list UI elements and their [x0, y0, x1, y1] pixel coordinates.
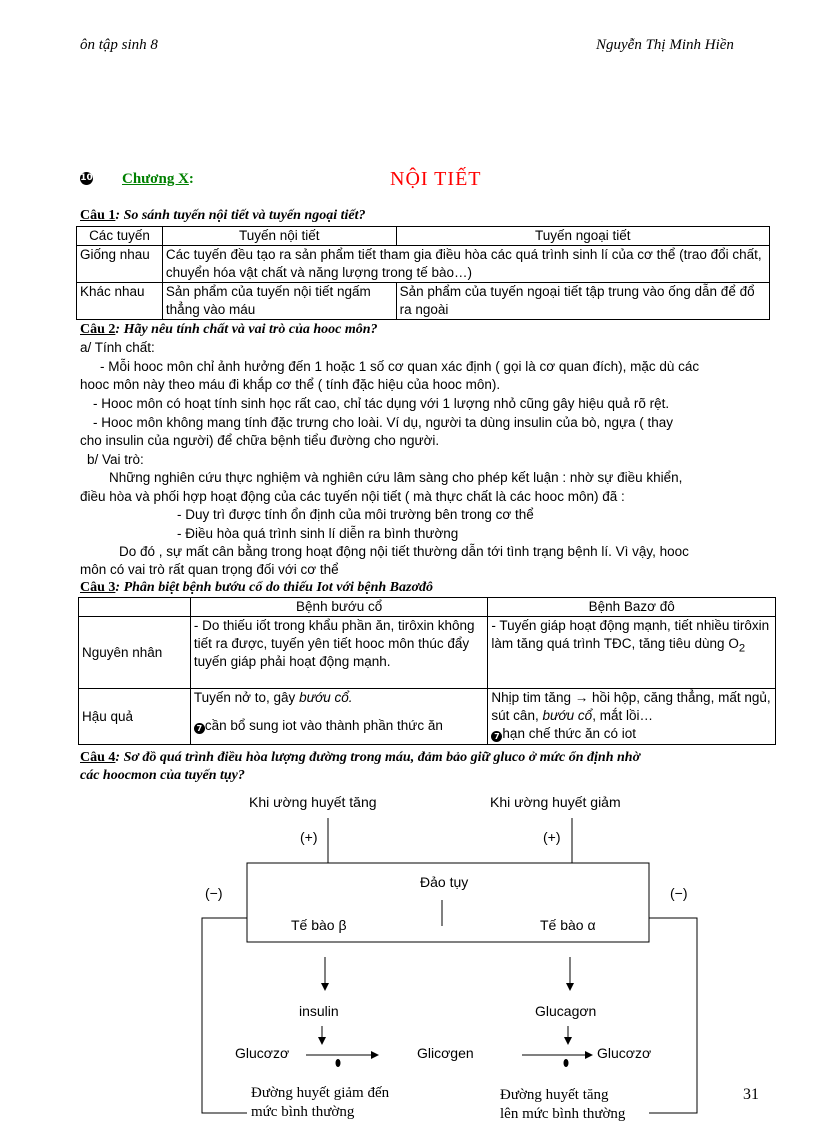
enzyme-mark-left	[336, 1059, 341, 1067]
diagram-glucagon: Glucagơn	[535, 1003, 597, 1019]
diagram-glycogen: Glicơgen	[417, 1045, 474, 1061]
q2-a-line-2: - Hooc môn có hoạt tính sinh học rất cao, chỉ tác dụng với 1 lượng nhỏ cũng gây hiệu quả rõ rệt.	[93, 396, 670, 411]
diagram-plus-left: (+)	[300, 829, 318, 845]
diagram-result-left-1: Đường huyết giảm đến	[251, 1085, 390, 1101]
q1-row2-col1: Sản phẩm của tuyến nội tiết ngấm thẳng vào máu	[162, 283, 396, 320]
question-4: Câu 4: Sơ đồ quá trình điều hòa lượng đường trong máu, đảm bảo giữ gluco ở mức ổn định nhờ	[80, 750, 641, 765]
q2-b-line-2: - Duy trì được tính ổn định của môi trường bên trong cơ thể	[177, 507, 534, 522]
right-feedback-line	[649, 918, 697, 1113]
header-right: Nguyễn Thị Minh Hiền	[596, 37, 734, 53]
diagram-insulin: insulin	[299, 1003, 339, 1019]
diagram-beta-cell: Tế bào β	[291, 917, 347, 933]
question-1: Câu 1: So sánh tuyến nội tiết và tuyến ngoại tiết?	[80, 208, 366, 223]
diagram-left-top: Khi ường huyết tăng	[249, 794, 377, 810]
q1-row2-col2: Sản phẩm của tuyến ngoại tiết tập trung vào ống dẫn để đổ ra ngoài	[396, 283, 769, 320]
q2-b-line-4: Do đó , sự mất cân bằng trong hoạt động nội tiết thường dẫn tới tình trạng bệnh lí. Vì vậy, hooc	[119, 544, 689, 559]
q2-a-line-1: hooc môn này theo máu đi khắp cơ thể ( tính đặc hiệu của hooc môn).	[80, 377, 501, 392]
q2-b-line-5: môn có vai trò rất quan trọng đối với cơ thể	[80, 562, 339, 577]
mark-icon: 7	[491, 731, 502, 742]
q2-a-line-3: - Hooc môn không mang tính đặc trưng cho loài. Ví dụ, người ta dùng insulin của bò, ngựa ( thay	[93, 415, 674, 430]
header-left: ôn tập sinh 8	[80, 37, 158, 53]
q3-header-2: Bệnh Bazơ đô	[488, 598, 776, 617]
q3-row1-col2: - Tuyến giáp hoạt động mạnh, tiết nhiều tirôxin làm tăng quá trình TĐC, tăng tiêu dùng $O_2$	[488, 617, 776, 689]
q2-a-line-4: cho insulin của người) để chữa bệnh tiểu đường cho người.	[80, 433, 440, 448]
diagram-plus-right: (+)	[543, 829, 561, 845]
q2-a-title: a/ Tính chất:	[80, 340, 155, 355]
chapter-title: NỘI TIẾT	[390, 168, 482, 190]
diagram-alpha-cell: Tế bào α	[540, 917, 596, 933]
q1-header-2: Tuyến ngoại tiết	[396, 227, 769, 246]
diagram-minus-left: (−)	[205, 885, 223, 901]
q1-row2-label: Khác nhau	[77, 283, 163, 320]
q1-row1-value: Các tuyến đều tạo ra sản phẩm tiết tham gia điều hòa các quá trình sinh lí của cơ thể (trao đổi chất, chuyển hóa vật chất và năng lượng trong tế bào…)	[162, 246, 769, 283]
q3-header-1: Bệnh bướu cổ	[190, 598, 488, 617]
q1-header-0: Các tuyến	[77, 227, 163, 246]
question-2: Câu 2: Hãy nêu tính chất và vai trò của hooc môn?	[80, 322, 378, 337]
diagram-glucose-left: Glucơzơ	[235, 1045, 290, 1061]
diagram-right-top: Khi ường huyết giảm	[490, 794, 621, 810]
diagram-result-right-1: Đường huyết tăng	[500, 1087, 609, 1103]
page-number: 31	[743, 1086, 759, 1103]
q2-a-line-0: - Mỗi hooc môn chỉ ảnh hưởng đến 1 hoặc 1 số cơ quan xác định ( gọi là cơ quan đích), mặc dù các	[100, 359, 700, 374]
diagram-pancreas: Đảo tụy	[420, 874, 469, 890]
q3-row2-label: Hậu quả	[79, 689, 191, 745]
q2-b-title: b/ Vai trò:	[87, 452, 144, 467]
chapter-label: Chương X:	[122, 171, 194, 187]
q3-row2-col2: Nhịp tim tăng → hồi hộp, căng thẳng, mất ngủ, sút cân, bướu cổ, mắt lồi… 7 hạn chế thức ăn có iot	[488, 689, 776, 745]
diagram-result-left-2: mức bình thường	[251, 1104, 355, 1120]
question-3: Câu 3: Phân biệt bệnh bướu cổ do thiếu Iot với bệnh Bazơđô	[80, 580, 433, 595]
q1-row1-label: Giống nhau	[77, 246, 163, 283]
q2-b-line-1: điều hòa và phối hợp hoạt động của các tuyến nội tiết ( mà thực chất là các hooc môn) đã :	[80, 489, 625, 504]
left-feedback-line	[202, 918, 247, 1113]
q1-header-1: Tuyến nội tiết	[162, 227, 396, 246]
q3-row2-col1: Tuyến nở to, gây bướu cổ. 7 cần bổ sung iot vào thành phần thức ăn	[190, 689, 488, 745]
diagram-minus-right: (−)	[670, 885, 688, 901]
diagram-glucose-right: Glucơzơ	[597, 1045, 652, 1061]
question-4-line2: các hoocmon của tuyến tụy?	[80, 768, 245, 783]
q3-row1-col1: - Do thiếu iốt trong khẩu phần ăn, tirôxin không tiết ra được, tuyến yên tiết hooc môn thúc đẩy tuyến giáp phải hoạt động mạnh.	[190, 617, 488, 689]
q2-b-line-0: Những nghiên cứu thực nghiệm và nghiên cứu lâm sàng cho phép kết luận : nhờ sự điều khiển,	[109, 470, 683, 485]
mark-icon: 7	[194, 723, 205, 734]
chapter-bullet-icon: 10	[80, 173, 93, 183]
q3-row1-label: Nguyên nhân	[79, 617, 191, 689]
q2-b-line-3: - Điều hòa quá trình sinh lí diễn ra bình thường	[177, 526, 459, 541]
arrow-right-icon: →	[574, 690, 589, 705]
enzyme-mark-right	[564, 1059, 569, 1067]
diagram-result-right-2: lên mức bình thường	[500, 1106, 626, 1122]
